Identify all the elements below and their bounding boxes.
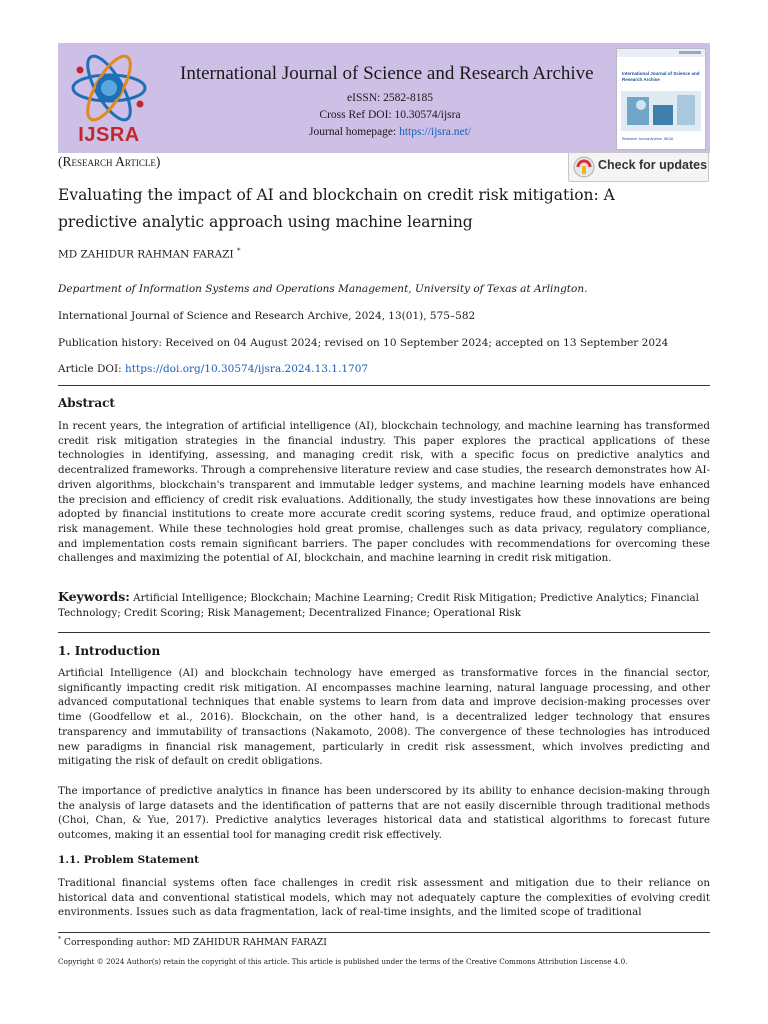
cover-footer: Research Journal Archive, INDIA [622, 137, 674, 141]
introduction-heading: 1. Introduction [58, 644, 161, 658]
author-name [58, 247, 240, 261]
journal-eissn: eISSN: 2582-8185 [347, 92, 433, 104]
copyright-notice: Copyright © 2024 Author(s) retain the copyright of this article. This article is published under the terms of the Creative Commons Attribution Liscense 4.0. [58, 957, 628, 966]
corresponding-author-mark: * [236, 247, 241, 255]
homepage-label: Journal homepage: [309, 126, 400, 138]
publication-history: Publication history: Received on 04 August 2024; revised on 10 September 2024; accepted on 13 September 2024 [58, 337, 669, 349]
corresponding-author-footnote [58, 936, 327, 948]
journal-crossref-doi: Cross Ref DOI: 10.30574/ijsra [319, 109, 461, 121]
problem-statement-paragraph: Traditional financial systems often face challenges in credit risk assessment and mitigation due to their reliance on historical data and conventional statistical models, which may not adequately capture the complexities of evolving credit environments. Issues such as data fragmentation, lack of real-time insights, and the limited scope of traditional [58, 877, 710, 919]
doi-label: Article DOI: [58, 363, 126, 375]
introduction-paragraph: Artificial Intelligence (AI) and blockchain technology have emerged as transformative forces in the financial sector, significantly impacting credit risk mitigation. AI encompasses machine learning, natural language processing, and other advanced computational techniques that enable systems to learn from data and improve decision-making processes over time (Goodfellow et al., 2016). Blockchain, on the other hand, is a decentralized ledger technology that ensures transparency and immutability of transactions (Nakamoto, 2008). The convergence of these technologies has introduced new paradigms in financial risk management, particularly in credit risk assessment, which involves predicting and mitigating the risk of default on credit obligations. [58, 667, 710, 768]
author-name-text: MD ZAHIDUR RAHMAN FARAZI [58, 248, 234, 261]
problem-statement-heading: 1.1. Problem Statement [58, 854, 200, 866]
article-type: (Research Article) [58, 154, 161, 169]
abstract-heading: Abstract [58, 396, 115, 410]
check-updates-label: Check for updates [598, 158, 708, 172]
author-affiliation: Department of Information Systems and Operations Management, University of Texas at Arlington. [58, 283, 588, 295]
footnote-text: Corresponding author: MD ZAHIDUR RAHMAN FARAZI [61, 937, 327, 949]
article-doi [58, 363, 718, 375]
footnote-divider [58, 932, 710, 933]
doi-link[interactable]: https://doi.org/10.30574/ijsra.2024.13.1.1707 [125, 363, 369, 375]
footnote-mark: * [58, 936, 61, 943]
keywords [58, 590, 710, 620]
journal-cover-thumbnail [616, 48, 706, 150]
introduction-paragraph: The importance of predictive analytics in finance has been underscored by its ability to enhance decision-making through the analysis of large datasets and the identification of patterns that are not easily discernible through traditional methods (Choi, Chan, & Yue, 2017). Predictive analytics leverages historical data and statistical algorithms to forecast future outcomes, making it an essential tool for managing credit risk effectively. [58, 785, 710, 842]
journal-title: International Journal of Science and Research Archive [180, 63, 594, 84]
homepage-link[interactable]: https://ijsra.net/ [399, 126, 471, 138]
cover-title: International Journal of Science and Research Archive [622, 71, 700, 82]
section-divider [58, 632, 710, 633]
citation-line: International Journal of Science and Research Archive, 2024, 13(01), 575–582 [58, 310, 476, 322]
keywords-text: Artificial Intelligence; Blockchain; Machine Learning; Credit Risk Mitigation; Predictive Analytics; Financial Technology; Credit Scoring; Risk Management; Decentralized Finance; Operational Risk [58, 592, 699, 619]
cover-image [621, 91, 701, 131]
cover-stripe [617, 49, 705, 57]
keywords-label: Keywords: [58, 589, 130, 604]
journal-homepage [270, 126, 510, 138]
check-for-updates-button[interactable] [568, 152, 709, 182]
paper-title: Evaluating the impact of AI and blockchain on credit risk mitigation: A predictive analytic approach using machine learning [58, 186, 615, 231]
abstract-body: In recent years, the integration of artificial intelligence (AI), blockchain technology, and machine learning has transformed credit risk mitigation strategies in the financial industry. This paper explores the practical applications of these technologies in identifying, assessing, and managing credit risk, with a specific focus on predictive analytics and decentralized frameworks. Through a comprehensive literature review and case studies, the research demonstrates how AI-driven algorithms, blockchain's transparent and immutable ledger systems, and machine learning models have enhanced the precision and efficiency of credit risk evaluations. Additionally, the study investigates how these innovations are being adopted by financial institutions to create more accurate credit scoring systems, reduce fraud, and optimize operational risk management. While these technologies hold great promise, challenges such as data privacy, regulatory compliance, and implementation costs remain significant barriers. The paper concludes with recommendations for overcoming these challenges and maximizing the potential of AI, blockchain, and machine learning in credit risk mitigation. [58, 420, 710, 565]
check-updates-icon [573, 156, 595, 178]
logo-wordmark: IJSRA [78, 124, 140, 146]
section-divider [58, 385, 710, 386]
